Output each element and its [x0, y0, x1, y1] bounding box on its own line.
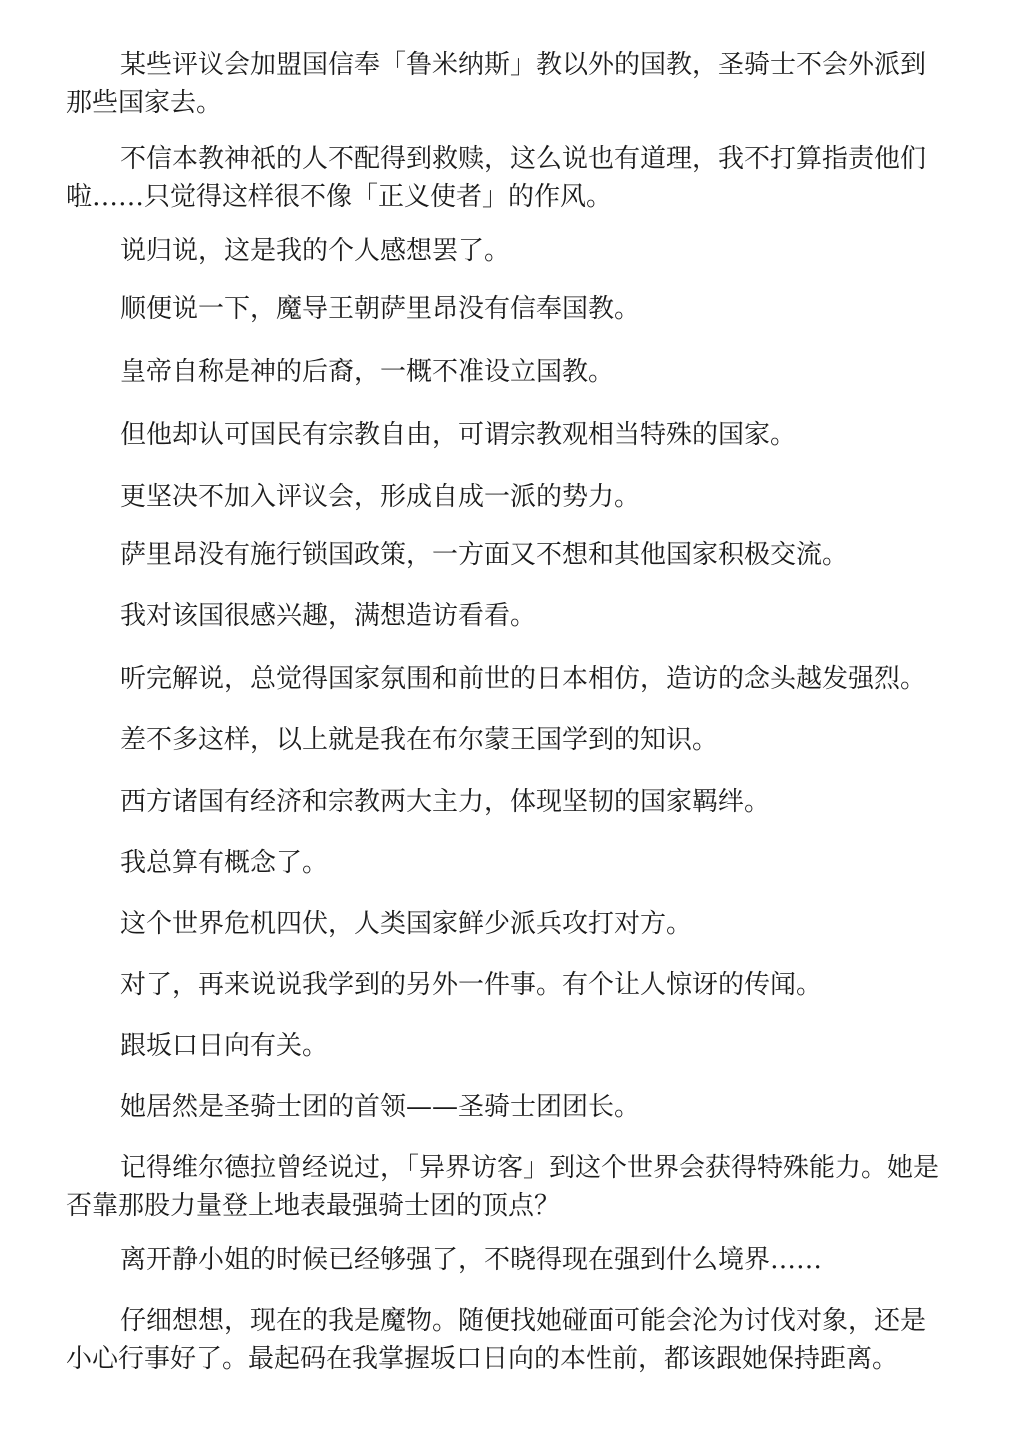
- paragraph-15: 对了，再来说说我学到的另外一件事。有个让人惊讶的传闻。: [120, 970, 823, 1000]
- paragraph-5: 皇帝自称是神的后裔，一概不准设立国教。: [120, 357, 615, 387]
- paragraph-7: 更坚决不加入评议会，形成自成一派的势力。: [120, 482, 641, 512]
- paragraph-1: 某些评议会加盟国信奉「鲁米纳斯」教以外的国教，圣骑士不会外派到那些国家去。: [66, 50, 927, 118]
- paragraph-17: 她居然是圣骑士团的首领——圣骑士团团长。: [120, 1092, 641, 1122]
- paragraph-11: 差不多这样，以上就是我在布尔蒙王国学到的知识。: [120, 725, 719, 755]
- paragraph-18: 记得维尔德拉曾经说过，「异界访客」到这个世界会获得特殊能力。她是否靠那股力量登上地表最强骑士团的顶点？: [66, 1153, 940, 1221]
- paragraph-2: 不信本教神祇的人不配得到救赎，这么说也有道理，我不打算指责他们啦……只觉得这样很不像「正义使者」的作风。: [66, 144, 927, 212]
- paragraph-10: 听完解说，总觉得国家氛围和前世的日本相仿，造访的念头越发强烈。: [120, 664, 927, 694]
- paragraph-19: 离开静小姐的时候已经够强了，不晓得现在强到什么境界……: [120, 1245, 823, 1275]
- paragraph-16: 跟坂口日向有关。: [120, 1031, 329, 1061]
- paragraph-6: 但他却认可国民有宗教自由，可谓宗教观相当特殊的国家。: [120, 420, 797, 450]
- paragraph-8: 萨里昂没有施行锁国政策，一方面又不想和其他国家积极交流。: [120, 540, 849, 570]
- paragraph-20: 仔细想想，现在的我是魔物。随便找她碰面可能会沦为讨伐对象，还是小心行事好了。最起码在我掌握坂口日向的本性前，都该跟她保持距离。: [66, 1306, 927, 1374]
- paragraph-12: 西方诸国有经济和宗教两大主力，体现坚韧的国家羁绊。: [120, 787, 771, 817]
- paragraph-14: 这个世界危机四伏，人类国家鲜少派兵攻打对方。: [120, 909, 693, 939]
- paragraph-9: 我对该国很感兴趣，满想造访看看。: [120, 601, 537, 631]
- paragraph-3: 说归说，这是我的个人感想罢了。: [120, 236, 511, 266]
- paragraph-13: 我总算有概念了。: [120, 848, 329, 878]
- paragraph-4: 顺便说一下，魔导王朝萨里昂没有信奉国教。: [120, 294, 641, 324]
